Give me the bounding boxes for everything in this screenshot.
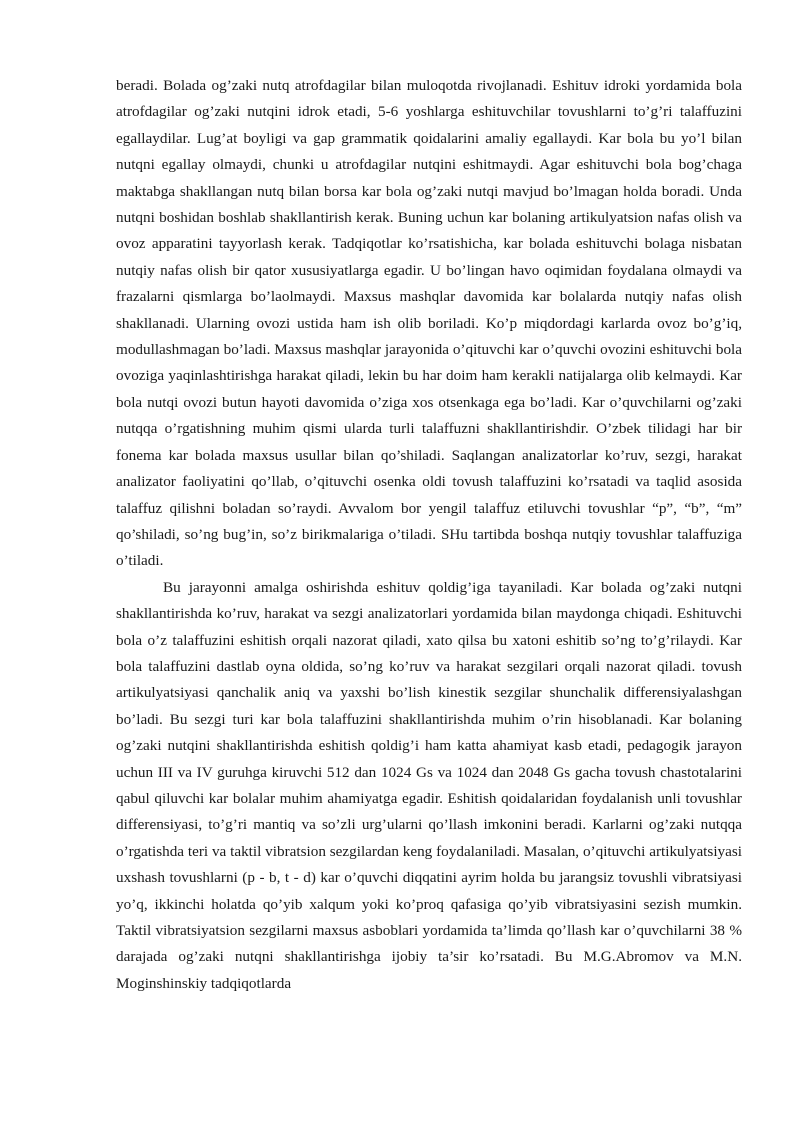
paragraph-continuation: beradi. Bolada og’zaki nutq atrofdagilar bilan muloqotda rivojlanadi. Eshituv idroki yordamida bola atrofdagilar og’zaki nutqini idrok etadi, 5-6 yoshlarga eshituvchilar tovushlarni to’g’ri talaffuzini egallaydilar. Lug’at boyligi va gap grammatik qoidalarini amaliy egallaydi. Kar bola bu yo’l bilan nutqni egallay olmaydi, chunki u atrofdagilar nutqini eshitmaydi. Agar eshituvchi bola bog’chaga maktabga shakllangan nutq bilan borsa kar bola og’zaki nutqi mavjud bo’lmagan holda boradi. Unda nutqni boshidan boshlab shakllantirish kerak. Buning uchun kar bolaning artikulyatsion nafas olish va ovoz apparatini tayyorlash kerak. Tadqiqotlar ko’rsatishicha, kar bolada eshituvchi bolaga nisbatan nutqiy nafas olish bir qator xususiyatlarga egadir. U bo’lingan havo oqimidan foydalana olmaydi va frazalarni qismlarga bo’laolmaydi. Maxsus mashqlar davomida kar bolalarda nutqiy nafas olish shakllanadi. Ularning ovozi ustida ham ish olib boriladi. Ko’p miqdordagi karlarda ovoz bo’g’iq, modullashmagan bo’ladi. Maxsus mashqlar jarayonida o’qituvchi kar o’quvchi ovozini eshituvchi bola ovoziga yaqinlashtirishga harakat qiladi, lekin bu har doim ham kerakli natijalarga olib kelmaydi. Kar bola nutqi ovozi butun hayoti davomida o’ziga xos otsenkaga ega bo’ladi. Kar o’quvchilarni og’zaki nutqqa o’rgatishning muhim qismi ularda turli talaffuzni shakllantirishdir. O’zbek tilidagi har bir fonema kar bolada maxsus usullar bilan qo’shiladi. Saqlangan analizatorlar ko’ruv, sezgi, harakat analizator faoliyatini qo’llab, o’qituvchi osenka oldi tovush talaffuzini ko’rsatadi va taqlid asosida talaffuz qilishni boladan so’raydi. Avvalom bor yengil talaffuz etiluvchi tovushlar “p”, “b”, “m” qo’shiladi, so’ng bug’in, so’z birikmalariga o’tiladi. SHu tartibda boshqa nutqiy tovushlar talaffuziga o’tiladi. — [116, 77, 742, 570]
body-text — [116, 73, 742, 997]
paragraph-indented: Bu jarayonni amalga oshirishda eshituv qoldig’iga tayaniladi. Kar bolada og’zaki nutqni shakllantirishda ko’ruv, harakat va sezgi analizatorlari yordamida bilan maydonga chiqadi. Eshituvchi bola o’z talaffuzini eshitish orqali nazorat qiladi, xato qilsa bu xatoni eshitib so’ng to’g’rilaydi. Kar bola talaffuzini dastlab oyna oldida, so’ng ko’ruv va harakat sezgilari orqali nazorat qiladi. tovush artikulyatsiyasi qanchalik aniq va yaxshi bo’lish kinestik sezgilar shunchalik differensiyalashgan bo’ladi. Bu sezgi turi kar bola talaffuzini shakllantirishda muhim o’rin hisoblanadi. Kar bolaning og’zaki nutqini shakllantirishda eshitish qoldig’i ham katta ahamiyat kasb etadi, pedagogik jarayon uchun III va IV guruhga kiruvchi 512 dan 1024 Gs va 1024 dan 2048 Gs gacha tovush chastotalarini qabul qiluvchi kar bolalar muhim ahamiyatga egadir. Eshitish qoidalaridan foydalanish unli tovushlar differensiyasi, to’g’ri mantiq va so’zli urg’ularni qo’llash imkonini beradi. Karlarni og’zaki nutqqa o’rgatishda teri va taktil vibratsion sezgilardan keng foydalaniladi. Masalan, o’qituvchi artikulyatsiyasi uxshash tovushlarni (p - b, t - d) kar o’quvchi diqqatini ayrim holda bu jarangsiz tovushli vibratsiyasi yo’q, ikkinchi holatda qo’yib xalqum yoki ko’proq qafasiga qo’yib vibratsiyasini sezish mumkin. Taktil vibratsiyatsion sezgilarni maxsus asboblari yordamida ta’limda qo’llash kar o’quvchilarni 38 % darajada og’zaki nutqni shakllantirishga ijobiy ta’sir ko’rsatadi. Bu M.G.Abromov va M.N. Moginshinskiy tadqiqotlarda — [116, 578, 742, 992]
